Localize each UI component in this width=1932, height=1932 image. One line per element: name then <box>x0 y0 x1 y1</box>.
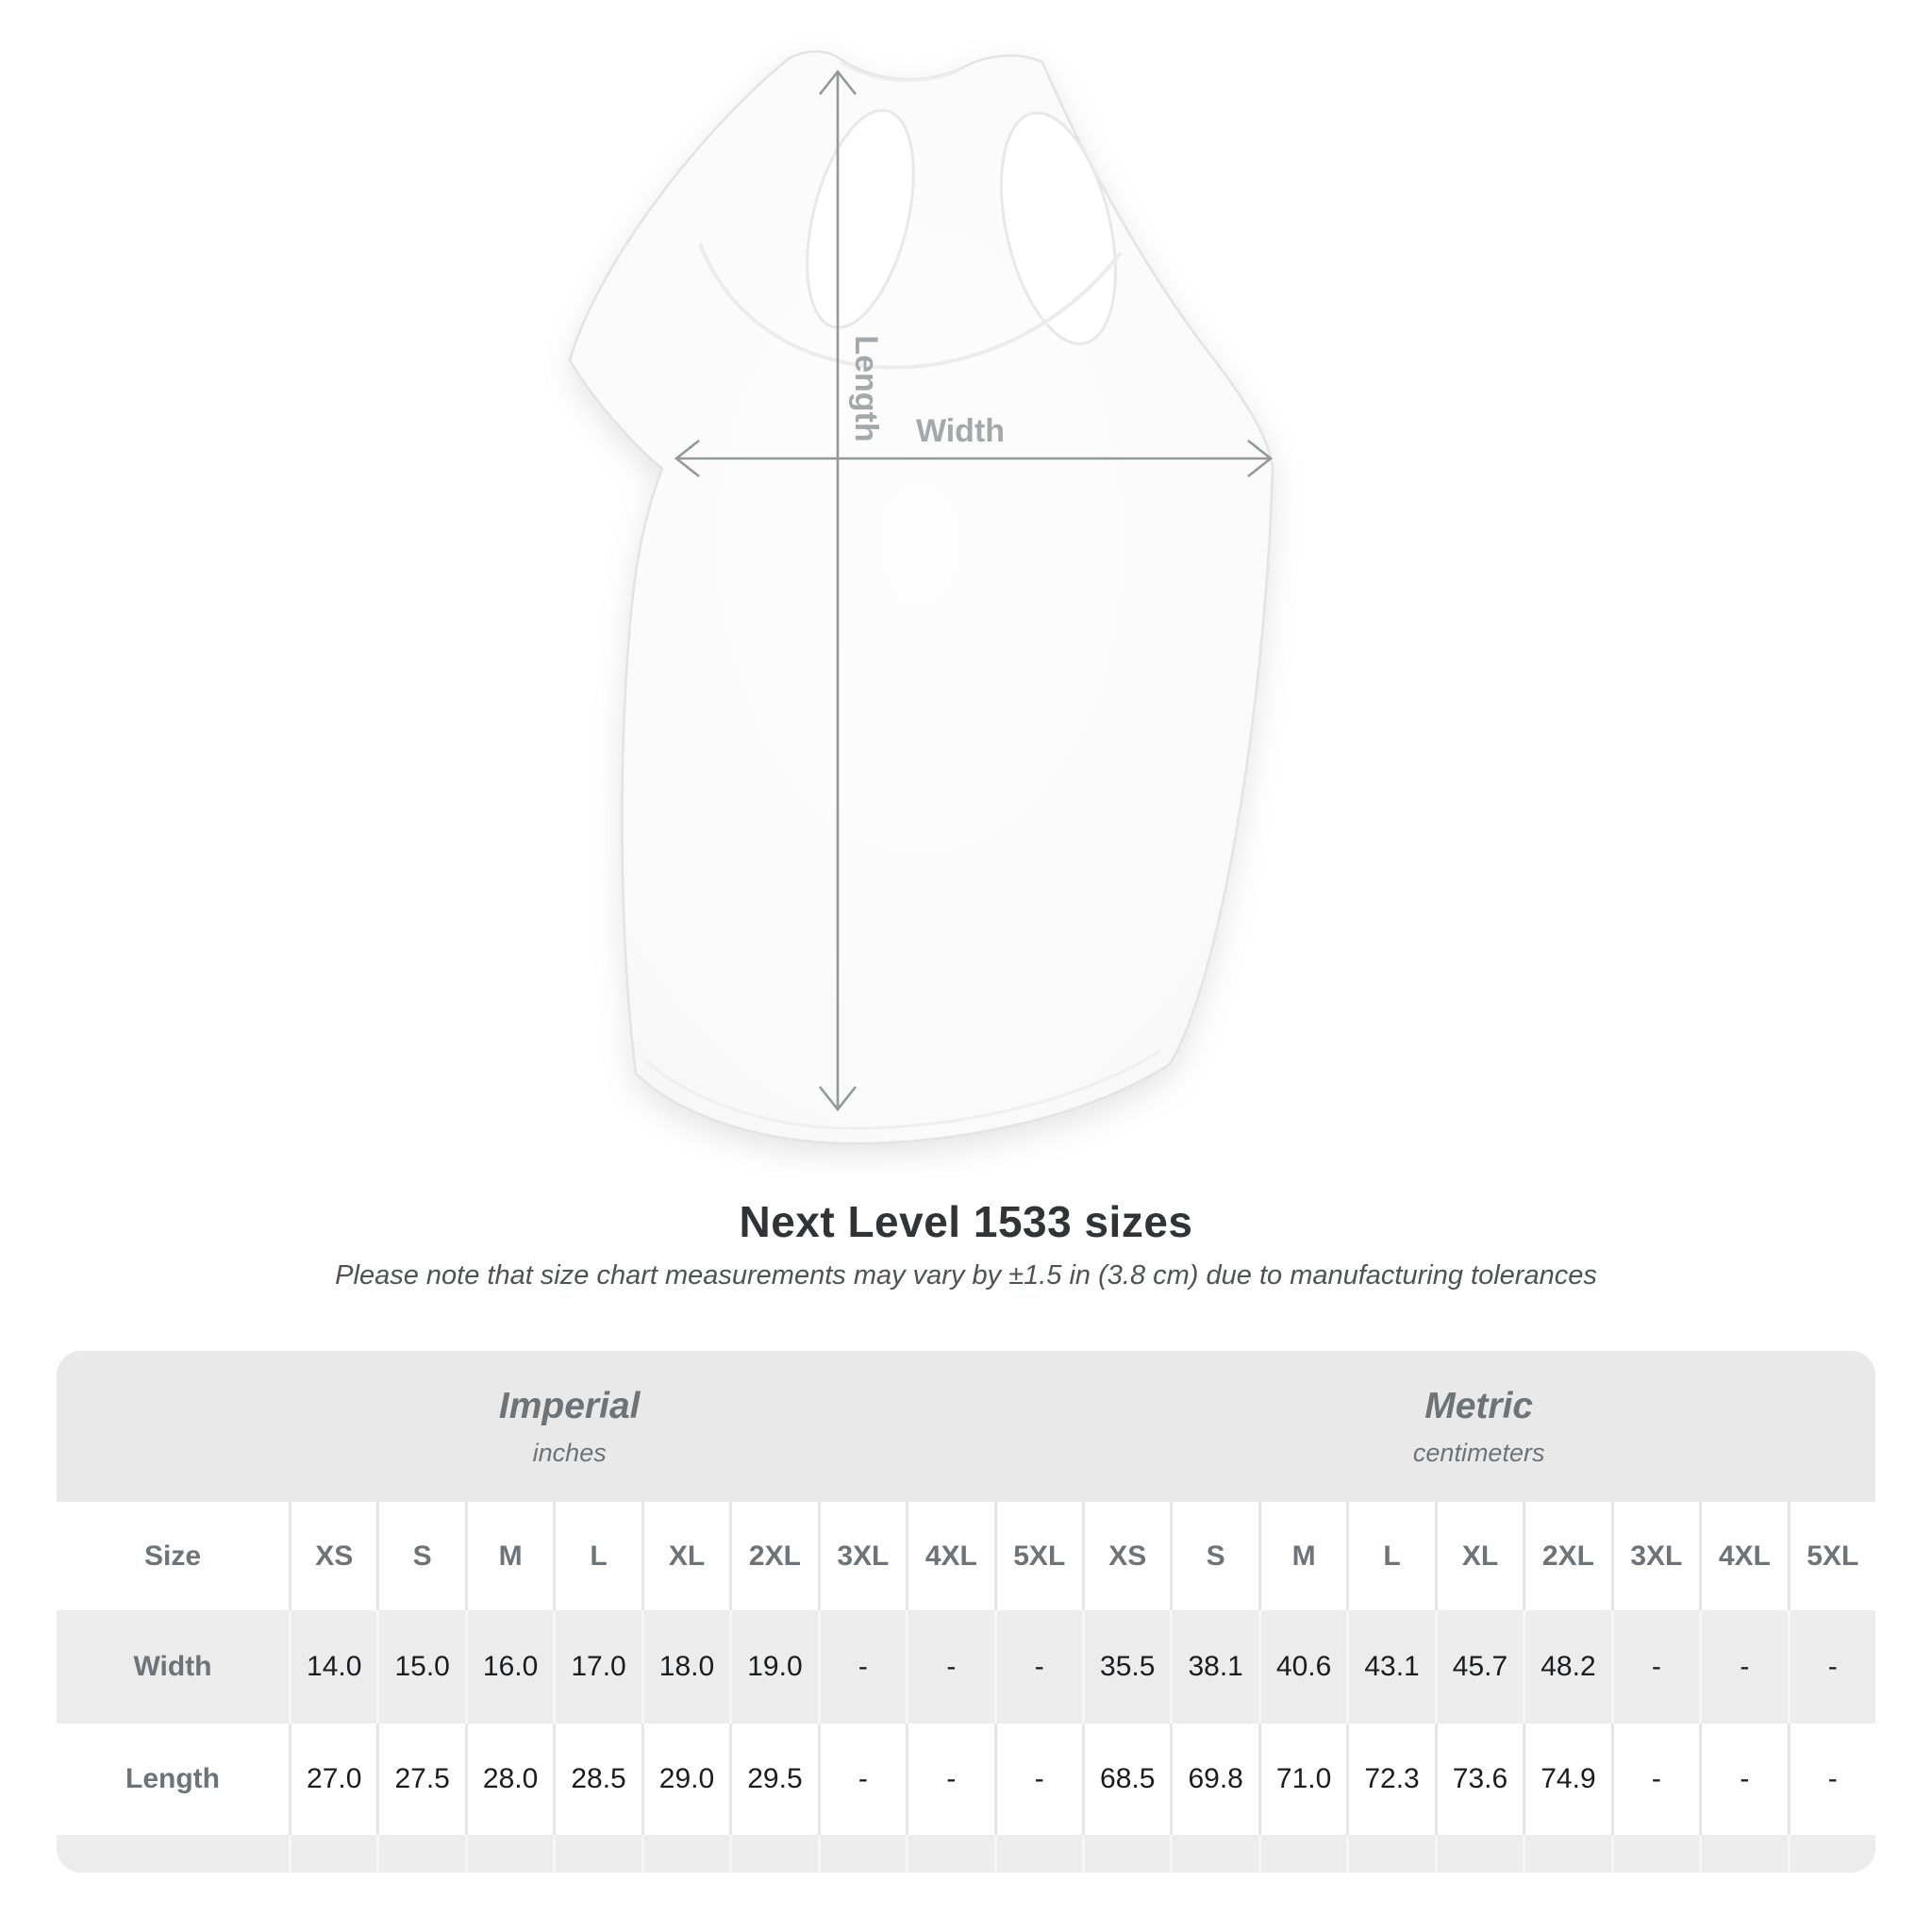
value-cell: 43.1 <box>1346 1610 1434 1724</box>
page-title: Next Level 1533 sizes <box>739 1197 1193 1246</box>
column-header-metric-4xl: 4XL <box>1699 1502 1787 1610</box>
value-cell: - <box>818 1724 906 1835</box>
column-header-imperial-s: S <box>376 1502 464 1610</box>
value-cell: 35.5 <box>1082 1610 1170 1724</box>
table-row-length <box>57 1724 1875 1835</box>
empty-cell <box>818 1835 906 1873</box>
value-cell: - <box>1788 1610 1875 1724</box>
value-cell: 72.3 <box>1346 1724 1434 1835</box>
value-cell: 68.5 <box>1082 1724 1170 1835</box>
empty-cell <box>906 1835 993 1873</box>
metric-label: Metric <box>1424 1385 1534 1426</box>
length-label: Length <box>848 335 885 442</box>
value-cell: 15.0 <box>376 1610 464 1724</box>
value-cell: 27.0 <box>289 1724 376 1835</box>
empty-cell <box>1170 1835 1257 1873</box>
value-cell: 40.6 <box>1258 1610 1346 1724</box>
column-header-metric-xs: XS <box>1082 1502 1170 1610</box>
imperial-unit-label: inches <box>532 1438 607 1467</box>
column-header-imperial-xs: XS <box>289 1502 376 1610</box>
empty-cell <box>1788 1835 1875 1873</box>
value-cell: - <box>1788 1724 1875 1835</box>
empty-cell <box>1435 1835 1523 1873</box>
value-cell: 14.0 <box>289 1610 376 1724</box>
row-label-width: Width <box>133 1651 212 1682</box>
table-row-width <box>57 1610 1875 1724</box>
column-header-imperial-4xl: 4XL <box>906 1502 993 1610</box>
empty-cell <box>1346 1835 1434 1873</box>
unit-band <box>57 1351 1875 1502</box>
value-cell: - <box>994 1724 1082 1835</box>
value-cell: - <box>1699 1724 1787 1835</box>
column-header-metric-s: S <box>1170 1502 1257 1610</box>
empty-cell <box>1082 1835 1170 1873</box>
page-subtitle: Please note that size chart measurements may vary by ±1.5 in (3.8 cm) due to manufacturing tolerances <box>335 1260 1597 1291</box>
column-header-metric-m: M <box>1258 1502 1346 1610</box>
empty-cell <box>994 1835 1082 1873</box>
row-label-length: Length <box>125 1763 220 1794</box>
size-header-row <box>57 1502 1875 1610</box>
value-cell: - <box>1699 1610 1787 1724</box>
imperial-label: Imperial <box>498 1385 641 1426</box>
value-cell: - <box>1611 1724 1699 1835</box>
tank-top-image <box>443 26 1311 1173</box>
unit-group-imperial <box>57 1351 1082 1502</box>
empty-cell <box>729 1835 817 1873</box>
size-column-header: Size <box>143 1540 202 1572</box>
empty-cell <box>1523 1835 1610 1873</box>
empty-cell <box>465 1835 553 1873</box>
column-header-metric-5xl: 5XL <box>1788 1502 1875 1610</box>
value-cell: 74.9 <box>1523 1724 1610 1835</box>
metric-unit-label: centimeters <box>1412 1438 1545 1467</box>
value-cell: 18.0 <box>641 1610 729 1724</box>
empty-cell <box>376 1835 464 1873</box>
empty-cell <box>289 1835 376 1873</box>
value-cell: - <box>906 1610 993 1724</box>
empty-cell <box>641 1835 729 1873</box>
column-header-imperial-xl: XL <box>641 1502 729 1610</box>
width-label: Width <box>915 413 1006 449</box>
value-cell: - <box>906 1724 993 1835</box>
value-cell: 28.0 <box>465 1724 553 1835</box>
unit-group-metric <box>1082 1351 1875 1502</box>
value-cell: 69.8 <box>1170 1724 1257 1835</box>
column-header-metric-2xl: 2XL <box>1523 1502 1610 1610</box>
value-cell: 48.2 <box>1523 1610 1610 1724</box>
tank-top-silhouette <box>570 52 1273 1144</box>
value-cell: 29.5 <box>729 1724 817 1835</box>
column-header-imperial-2xl: 2XL <box>729 1502 817 1610</box>
empty-cell <box>1258 1835 1346 1873</box>
value-cell: 16.0 <box>465 1610 553 1724</box>
column-header-imperial-m: M <box>465 1502 553 1610</box>
column-header-imperial-3xl: 3XL <box>818 1502 906 1610</box>
value-cell: - <box>994 1610 1082 1724</box>
value-cell: 28.5 <box>553 1724 641 1835</box>
empty-cell <box>553 1835 641 1873</box>
value-cell: 17.0 <box>553 1610 641 1724</box>
value-cell: 19.0 <box>729 1610 817 1724</box>
column-header-metric-xl: XL <box>1435 1502 1523 1610</box>
empty-cell <box>57 1835 289 1873</box>
value-cell: 45.7 <box>1435 1610 1523 1724</box>
column-header-imperial-5xl: 5XL <box>994 1502 1082 1610</box>
value-cell: 73.6 <box>1435 1724 1523 1835</box>
value-cell: - <box>1611 1610 1699 1724</box>
tank-top-diagram <box>443 26 1311 1173</box>
table-row-partial <box>57 1835 1875 1873</box>
column-header-metric-3xl: 3XL <box>1611 1502 1699 1610</box>
column-header-imperial-l: L <box>553 1502 641 1610</box>
value-cell: 71.0 <box>1258 1724 1346 1835</box>
size-chart-table <box>57 1351 1875 1873</box>
column-header-metric-l: L <box>1346 1502 1434 1610</box>
empty-cell <box>1611 1835 1699 1873</box>
title-block <box>0 1196 1932 1291</box>
value-cell: 38.1 <box>1170 1610 1257 1724</box>
empty-cell <box>1699 1835 1787 1873</box>
value-cell: 27.5 <box>376 1724 464 1835</box>
value-cell: 29.0 <box>641 1724 729 1835</box>
value-cell: - <box>818 1610 906 1724</box>
